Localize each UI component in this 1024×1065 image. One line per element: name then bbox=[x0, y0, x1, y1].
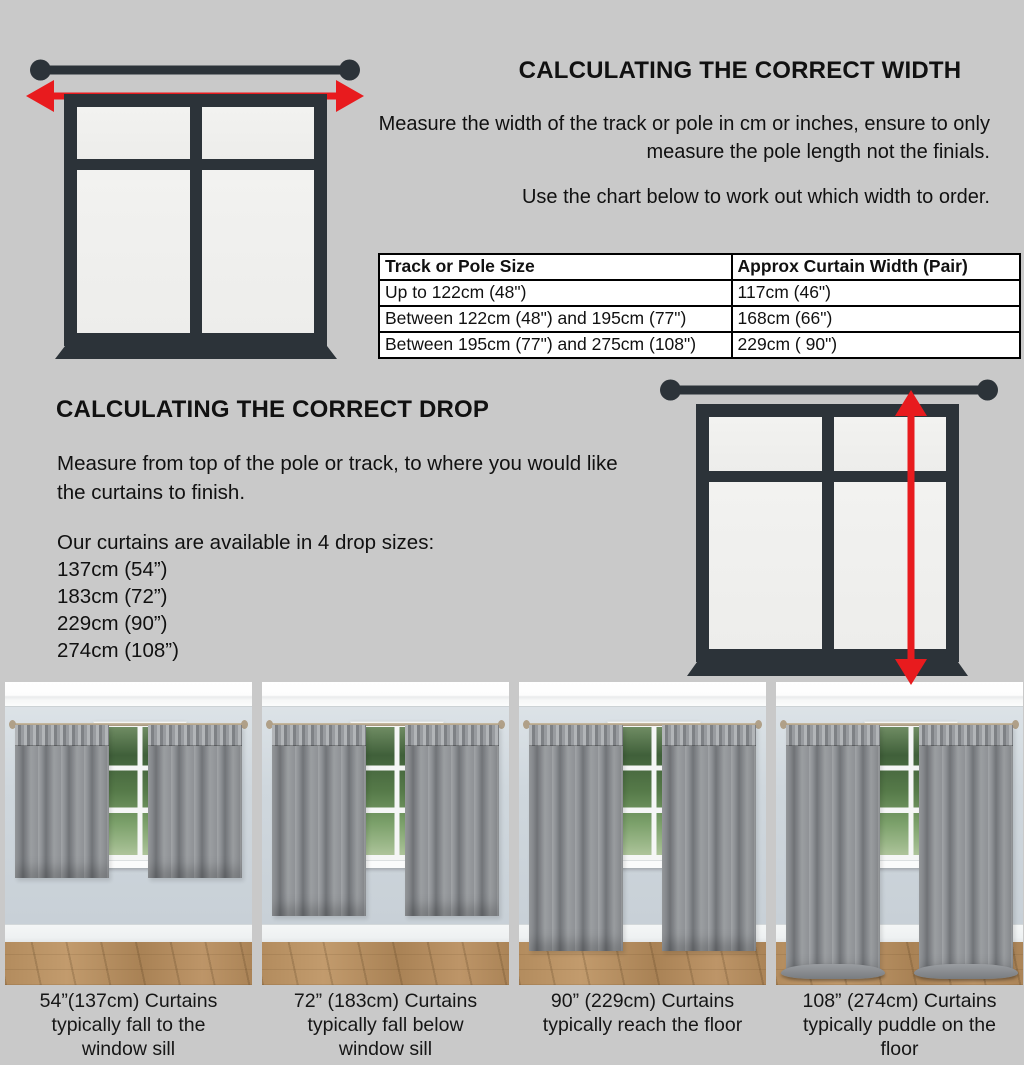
drop-measure-arrow-icon bbox=[894, 390, 928, 685]
window-pane bbox=[202, 107, 315, 159]
pole-finial-right-icon bbox=[977, 380, 998, 401]
window-pane bbox=[834, 417, 947, 471]
caption-72-inch: 72” (183cm) Curtains typically fall below window sill bbox=[293, 990, 478, 1060]
curtain-right bbox=[662, 725, 756, 951]
table-row bbox=[379, 332, 1020, 358]
example-photo-90-inch bbox=[519, 682, 766, 985]
drop-section-title: CALCULATING THE CORRECT DROP bbox=[56, 396, 490, 423]
table-cell: 229cm ( 90") bbox=[732, 332, 1020, 358]
table-header-row bbox=[379, 254, 1020, 280]
table-row bbox=[379, 280, 1020, 306]
window-sill bbox=[55, 346, 337, 359]
drop-size-item: 137cm (54”) bbox=[57, 558, 168, 581]
example-photo-108-inch bbox=[776, 682, 1023, 985]
caption-54-inch: 54”(137cm) Curtains typically fall to the window sill bbox=[39, 990, 218, 1060]
drop-size-item: 274cm (108”) bbox=[57, 639, 179, 662]
caption-90-inch: 90” (229cm) Curtains typically reach the floor bbox=[542, 990, 743, 1036]
arrow-shaft bbox=[908, 410, 915, 665]
window-pane bbox=[77, 107, 190, 159]
arrow-head-right bbox=[336, 80, 364, 112]
crown-molding bbox=[262, 682, 509, 707]
table-cell: 168cm (66") bbox=[732, 306, 1020, 332]
window-pane bbox=[709, 417, 822, 471]
curtain-left bbox=[15, 725, 109, 878]
curtain-pole-icon bbox=[30, 59, 360, 81]
curtain-right bbox=[405, 725, 499, 916]
baseboard bbox=[262, 924, 509, 943]
curtain-width-table bbox=[378, 253, 1021, 359]
example-photo-72-inch bbox=[262, 682, 509, 985]
table-header-curtain-width: Approx Curtain Width (Pair) bbox=[732, 254, 1020, 280]
window-pane bbox=[202, 170, 315, 333]
crown-molding bbox=[519, 682, 766, 707]
baseboard bbox=[5, 924, 252, 943]
curtain-left bbox=[272, 725, 366, 916]
drop-size-item: 229cm (90”) bbox=[57, 612, 168, 635]
pole-bar bbox=[39, 66, 351, 75]
width-section-title: CALCULATING THE CORRECT WIDTH bbox=[518, 57, 962, 84]
example-photo-54-inch bbox=[5, 682, 252, 985]
table-header-pole-size: Track or Pole Size bbox=[379, 254, 732, 280]
crown-molding bbox=[776, 682, 1023, 707]
pole-bar bbox=[669, 386, 989, 395]
pole-finial-right-icon bbox=[339, 60, 360, 81]
wood-floor bbox=[5, 942, 252, 985]
width-instructions-text: Measure the width of the track or pole in cm or inches, ensure to only measure the pole length not the finials. bbox=[378, 113, 990, 163]
curtain-pole-icon bbox=[660, 379, 998, 401]
window-pane bbox=[709, 482, 822, 649]
wood-floor bbox=[262, 942, 509, 985]
window-pane bbox=[77, 170, 190, 333]
pole-finial-left-icon bbox=[30, 60, 51, 81]
curtain-left bbox=[529, 725, 623, 951]
crown-molding bbox=[5, 682, 252, 707]
table-cell: Between 195cm (77") and 275cm (108") bbox=[379, 332, 732, 358]
window-pane bbox=[834, 482, 947, 649]
arrow-head-down bbox=[895, 659, 927, 685]
table-cell: 117cm (46") bbox=[732, 280, 1020, 306]
drop-size-item: 183cm (72”) bbox=[57, 585, 168, 608]
drop-instructions-text: Measure from top of the pole or track, to where you would like the curtains to finish. bbox=[57, 452, 618, 504]
table-cell: Up to 122cm (48") bbox=[379, 280, 732, 306]
caption-108-inch: 108” (274cm) Curtains typically puddle on the floor bbox=[802, 990, 997, 1060]
table-row bbox=[379, 306, 1020, 332]
width-chart-note-text: Use the chart below to work out which width to order. bbox=[521, 186, 990, 208]
curtain-left bbox=[786, 725, 880, 976]
curtain-right bbox=[148, 725, 242, 878]
drop-sizes-intro-text: Our curtains are available in 4 drop sizes: bbox=[57, 531, 435, 554]
table-cell: Between 122cm (48") and 195cm (77") bbox=[379, 306, 732, 332]
drop-sizes-list bbox=[57, 556, 179, 664]
window-illustration-width bbox=[64, 94, 327, 346]
curtain-right bbox=[919, 725, 1013, 976]
pole-finial-left-icon bbox=[660, 380, 681, 401]
